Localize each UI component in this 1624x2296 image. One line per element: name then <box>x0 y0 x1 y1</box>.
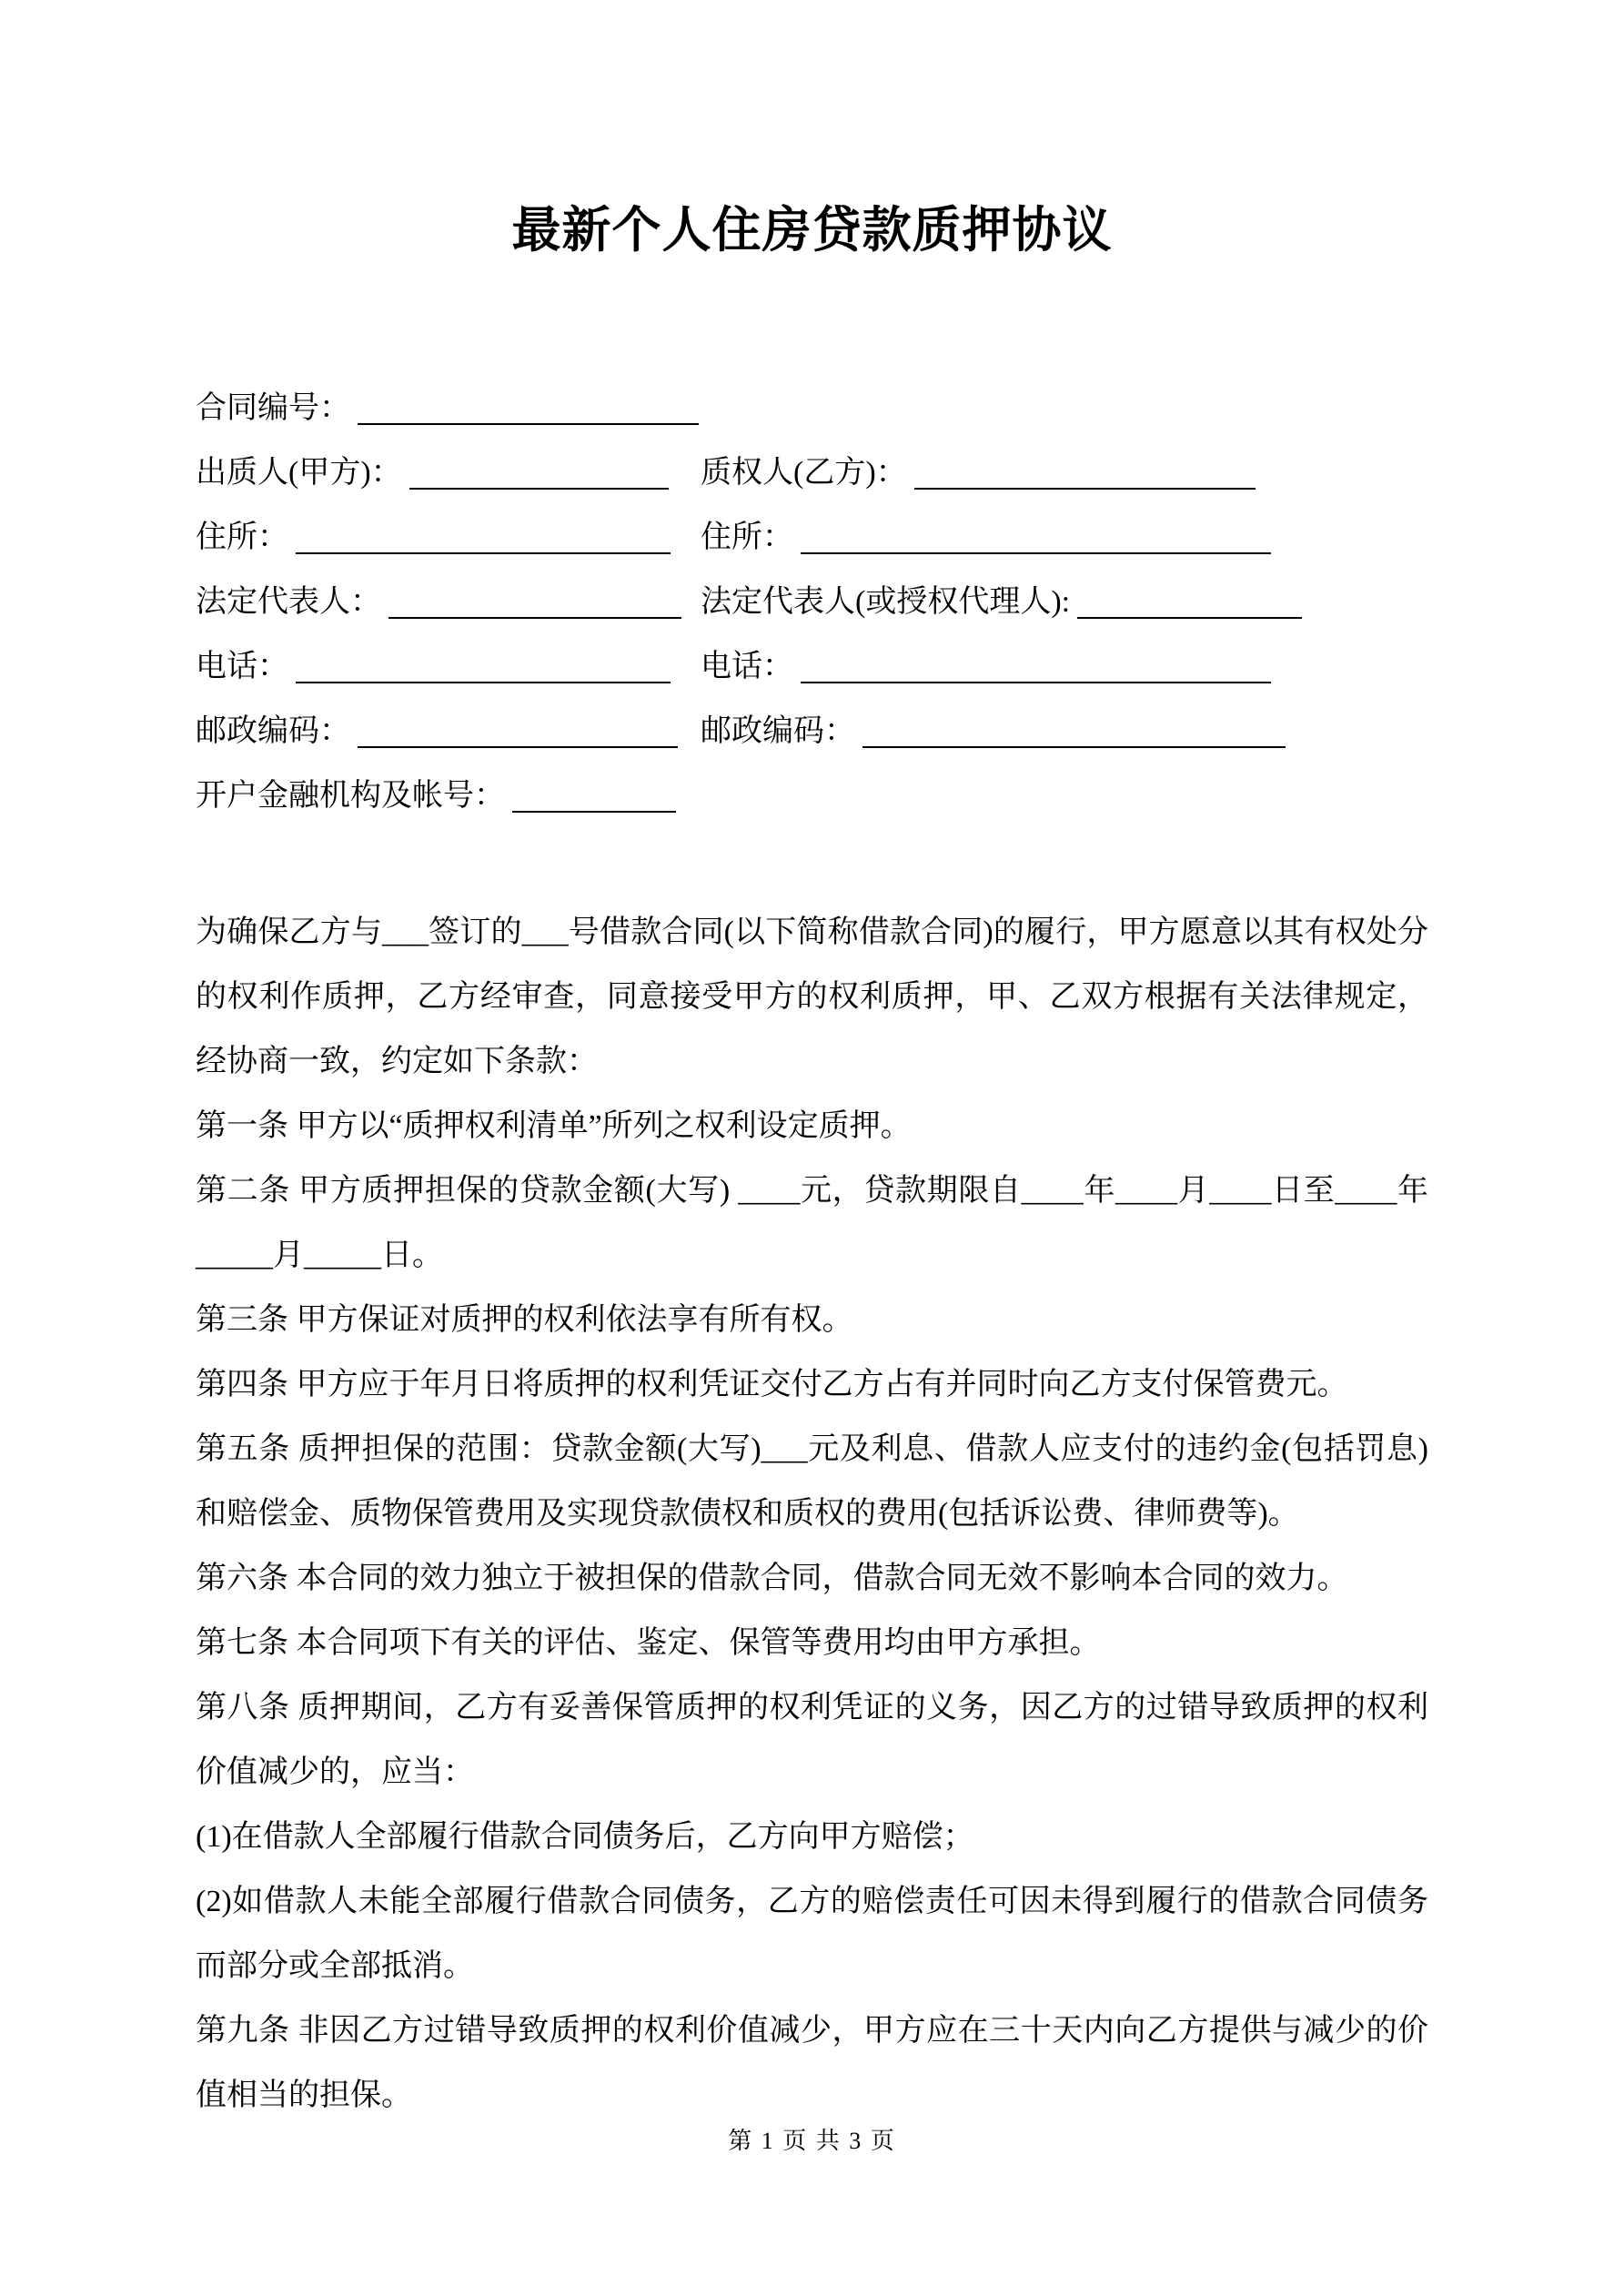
bank-account-label: 开户金融机构及帐号： <box>196 779 505 813</box>
pledgor-phone-label: 电话： <box>196 650 288 683</box>
clause-8-item-2: (2)如借款人未能全部履行借款合同债务，乙方的赔偿责任可因未得到履行的借款合同债务而部分或全部抵消。 <box>196 1885 1428 1983</box>
clause-3: 第三条 甲方保证对质押的权利依法享有所有权。 <box>196 1303 853 1337</box>
pledgee-address-label: 住所： <box>701 521 793 554</box>
contract-body <box>196 900 1428 2128</box>
pledgor-legal-rep-cell <box>196 576 701 621</box>
pledgee-legal-rep-blank[interactable] <box>1077 592 1302 619</box>
pledgee-legal-rep-cell <box>701 576 1428 621</box>
contract-number-cell <box>196 382 699 427</box>
pledgee-phone-blank[interactable] <box>801 656 1271 683</box>
pledgor-name-blank[interactable] <box>409 462 669 490</box>
pledgee-address-cell <box>701 511 1428 556</box>
clause-4: 第四条 甲方应于年月日将质押的权利凭证交付乙方占有并同时向乙方支付保管费元。 <box>196 1368 1348 1401</box>
pledgor-address-blank[interactable] <box>296 527 671 554</box>
party-names-row <box>196 437 1428 501</box>
parties-form <box>196 372 1428 824</box>
pledgee-phone-label: 电话： <box>701 650 793 683</box>
clause-2: 第二条 甲方质押担保的贷款金额(大写) ____元，贷款期限自____年____月____日至____年_____月_____日。 <box>196 1174 1428 1272</box>
bank-account-row <box>196 760 1428 824</box>
document-title: 最新个人住房贷款质押协议 <box>511 203 1113 258</box>
clause-7: 第七条 本合同项下有关的评估、鉴定、保管等费用均由甲方承担。 <box>196 1626 1101 1660</box>
pledgor-legal-rep-blank[interactable] <box>388 592 681 619</box>
pledgor-legal-rep-label: 法定代表人： <box>196 585 381 619</box>
clause-8-item-1: (1)在借款人全部履行借款合同债务后，乙方向甲方赔偿； <box>196 1820 974 1854</box>
pledgor-name-cell <box>196 447 701 491</box>
clause-5: 第五条 质押担保的范围：贷款金额(大写)___元及利息、借款人应支付的违约金(包括罚息)和赔偿金、质物保管费用及实现贷款债权和质权的费用(包括诉讼费、律师费等)。 <box>196 1432 1428 1531</box>
pledgor-name-label: 出质人(甲方)： <box>196 456 402 490</box>
pledgee-postal-code-blank[interactable] <box>862 721 1286 748</box>
pledgor-postal-code-cell <box>196 705 701 750</box>
pledgor-address-cell <box>196 511 701 556</box>
pledgor-phone-cell <box>196 641 701 685</box>
pledgee-name-blank[interactable] <box>914 462 1256 490</box>
address-row <box>196 501 1428 566</box>
pledgee-legal-rep-label: 法定代表人(或授权代理人): <box>701 585 1071 619</box>
clause-9: 第九条 非因乙方过错导致质押的权利价值减少，甲方应在三十天内向乙方提供与减少的价值相当的担保。 <box>196 2014 1428 2112</box>
clause-8: 第八条 质押期间，乙方有妥善保管质押的权利凭证的义务，因乙方的过错导致质押的权利价值减少的，应当： <box>196 1691 1428 1789</box>
pledgee-name-cell <box>701 447 1428 491</box>
page-number: 第 1 页 共 3 页 <box>728 2128 896 2154</box>
phone-row <box>196 631 1428 695</box>
bank-account-cell <box>196 770 676 814</box>
pledgor-postal-code-blank[interactable] <box>358 721 678 748</box>
clause-1: 第一条 甲方以“质押权利清单”所列之权利设定质押。 <box>196 1109 912 1143</box>
postal-code-row <box>196 695 1428 760</box>
bank-account-blank[interactable] <box>512 785 676 813</box>
pledgor-phone-blank[interactable] <box>296 656 671 683</box>
contract-number-row <box>196 372 1428 437</box>
pledgee-address-blank[interactable] <box>801 527 1271 554</box>
contract-number-blank[interactable] <box>358 398 699 425</box>
legal-representative-row <box>196 566 1428 631</box>
preamble-paragraph: 为确保乙方与___签订的___号借款合同(以下简称借款合同)的履行，甲方愿意以其有权处分的权利作质押，乙方经审查，同意接受甲方的权利质押，甲、乙双方根据有关法律规定，经协商一致，约定如下条款： <box>196 915 1428 1078</box>
pledgor-address-label: 住所： <box>196 521 288 554</box>
pledgee-phone-cell <box>701 641 1428 685</box>
pledgee-name-label: 质权人(乙方)： <box>701 456 907 490</box>
pledgee-postal-code-label: 邮政编码： <box>701 714 855 748</box>
pledgee-postal-code-cell <box>701 705 1428 750</box>
pledgor-postal-code-label: 邮政编码： <box>196 714 350 748</box>
contract-number-label: 合同编号： <box>196 391 350 425</box>
clause-6: 第六条 本合同的效力独立于被担保的借款合同，借款合同无效不影响本合同的效力。 <box>196 1562 1348 1595</box>
